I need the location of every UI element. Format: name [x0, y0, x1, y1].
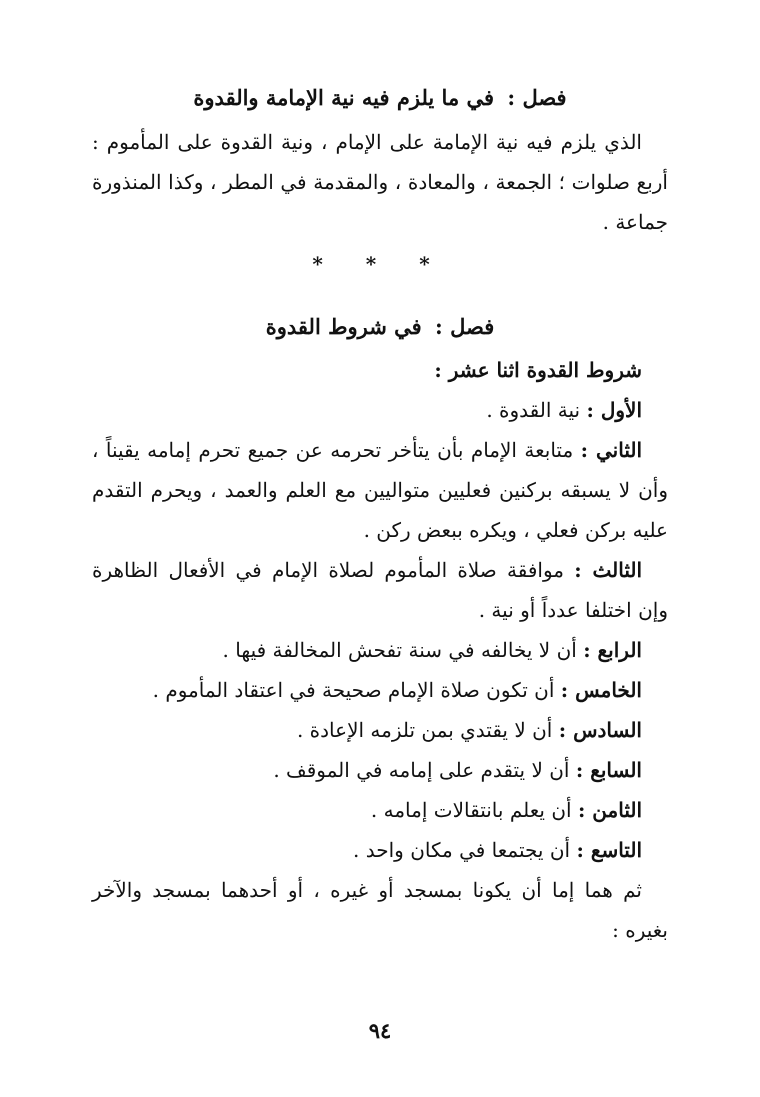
section1-body: الذي يلزم فيه نية الإمامة على الإمام ، ونية القدوة على المأموم : أربع صلوات ؛ الجمعة ، والمعادة ، والمقدمة في المطر ، وكذا المنذورة جماعة .	[92, 130, 668, 234]
condition-term: الثامن :	[577, 798, 642, 822]
condition-text: أن لا يتقدم على إمامه في الموقف .	[273, 758, 570, 782]
condition-term: الخامس :	[560, 678, 642, 702]
section-heading-imamah-intention	[0, 83, 760, 113]
condition-item-2	[92, 430, 668, 550]
condition-item-9	[92, 830, 668, 870]
condition-text: أن تكون صلاة الإمام صحيحة في اعتقاد المأموم .	[152, 678, 555, 702]
condition-item-1	[92, 390, 668, 430]
section-heading-text: في شروط القدوة	[265, 314, 422, 339]
section-heading-qudwah-conditions	[0, 312, 760, 342]
condition-term: الثالث :	[574, 558, 643, 582]
condition-text: أن لا يقتدي بمن تلزمه الإعادة .	[296, 718, 553, 742]
condition-term: السابع :	[575, 758, 642, 782]
condition-text: موافقة صلاة المأموم لصلاة الإمام في الأفعال الظاهرة وإن اختلفا عدداً أو نية .	[92, 558, 668, 622]
condition-term: الرابع :	[583, 638, 642, 662]
condition-text: نية القدوة .	[486, 398, 581, 422]
condition-term: الثاني :	[580, 438, 643, 462]
section-heading-label: فصل :	[507, 85, 567, 110]
condition-item-5	[92, 670, 668, 710]
condition-item-7	[92, 750, 668, 790]
section2-body-block	[92, 350, 668, 950]
condition-text: أن يعلم بانتقالات إمامه .	[370, 798, 572, 822]
page-number: ٩٤	[368, 1018, 392, 1043]
condition-text: أن يجتمعا في مكان واحد .	[353, 838, 571, 862]
section1-body-block	[92, 122, 668, 242]
condition-item-8	[92, 790, 668, 830]
section-heading-text: في ما يلزم فيه نية الإمامة والقدوة	[193, 85, 495, 110]
condition-term: الأول :	[586, 398, 642, 422]
condition-text: أن لا يخالفه في سنة تفحش المخالفة فيها .	[222, 638, 577, 662]
section-heading-label: فصل :	[435, 314, 495, 339]
condition-term: التاسع :	[576, 838, 642, 862]
condition-item-4	[92, 630, 668, 670]
closing-paragraph: ثم هما إما أن يكونا بمسجد أو غيره ، أو أحدهما بمسجد والآخر بغيره :	[92, 878, 668, 942]
condition-item-3	[92, 550, 668, 630]
condition-text: متابعة الإمام بأن يتأخر تحرمه عن جميع تحرم إمامه يقيناً ، وأن لا يسبقه بركنين فعليين متواليين مع العلم والعمد ، ويحرم التقدم عليه بركن فعلي ، ويكره ببعض ركن .	[92, 438, 668, 542]
asterisk-separator: * * *	[312, 252, 448, 276]
condition-item-6	[92, 710, 668, 750]
condition-term: السادس :	[558, 718, 642, 742]
conditions-intro: شروط القدوة اثنا عشر :	[434, 358, 642, 382]
